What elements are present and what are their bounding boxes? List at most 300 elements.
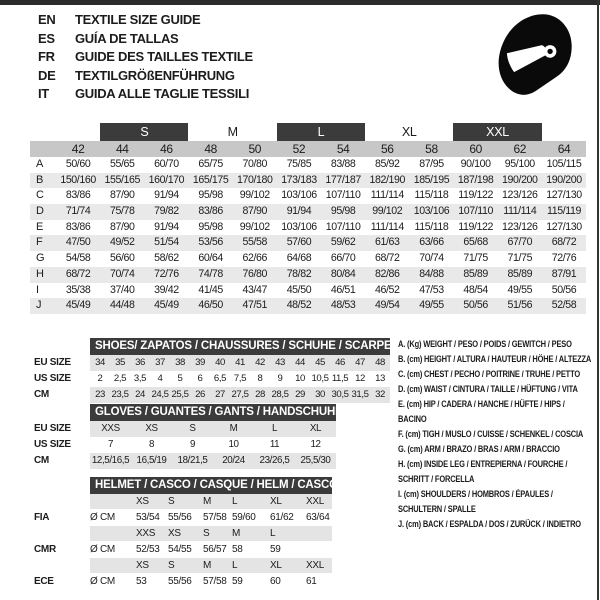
- value-cell: 6,5: [213, 373, 227, 384]
- size-value-cell: 49/52: [110, 236, 135, 249]
- value-cell: 27,5: [231, 389, 249, 400]
- value-cell: 34: [95, 357, 105, 368]
- shoes-table-title: SHOES/ ZAPATOS / CHAUSSURES / SCHUHE / SCARPE: [90, 338, 390, 355]
- shoes-table: [34, 338, 392, 403]
- size-value-cell: 115/118: [414, 189, 449, 202]
- size-value-cell: 76/80: [242, 267, 268, 280]
- value-cell: 24: [135, 389, 145, 400]
- size-row: [30, 173, 586, 189]
- unit-label: Ø CM: [90, 544, 115, 555]
- row-label: CM: [34, 389, 49, 400]
- legend-item: H. (cm) INSIDE LEG / ENTREPIERNA / FOURCHE / SCHRITT / FORCELLA: [398, 459, 568, 484]
- helmet-size-header: S: [168, 496, 175, 507]
- size-value-cell: 111/114: [503, 205, 537, 218]
- size-row-label: E: [36, 220, 44, 233]
- helmet-size-header: XXL: [306, 496, 325, 507]
- size-value-cell: 190/200: [546, 173, 582, 186]
- value-cell: 31,5: [351, 389, 369, 400]
- size-value-cell: 68/72: [65, 267, 91, 280]
- value-cell: 39: [195, 357, 205, 368]
- helmet-size-header: L: [270, 528, 276, 539]
- helmet-icon: [488, 4, 578, 106]
- value-cell: XS: [145, 423, 158, 434]
- size-value-cell: 74/78: [198, 267, 223, 280]
- unit-label: Ø CM: [90, 512, 115, 523]
- size-column-header: 54: [336, 142, 350, 156]
- size-value-cell: 72/76: [551, 252, 577, 265]
- language-code: FR: [38, 49, 55, 64]
- size-value-cell: 83/86: [65, 189, 91, 202]
- row-cells: [90, 421, 336, 437]
- helmet-size-header: XL: [270, 496, 282, 507]
- size-column-header: 46: [160, 142, 173, 156]
- size-value-cell: 71/75: [463, 252, 488, 265]
- size-value-cell: 95/98: [330, 205, 356, 218]
- size-value-cell: 41/45: [198, 283, 223, 296]
- language-row: [38, 11, 253, 30]
- size-value-cell: 115/119: [547, 205, 581, 218]
- size-value-cell: 80/84: [330, 267, 356, 280]
- size-value-cell: 62/66: [242, 252, 268, 265]
- size-value-cell: 82/86: [375, 267, 400, 280]
- value-cell: 8: [257, 373, 263, 384]
- size-value-cell: 51/56: [507, 299, 533, 312]
- size-row: [30, 298, 586, 314]
- empty-cell: [90, 526, 136, 541]
- language-row: [38, 85, 253, 104]
- value-cell: 32: [375, 389, 385, 400]
- size-value-cell: 49/55: [419, 299, 444, 312]
- value-cell: 4: [157, 373, 163, 384]
- legend-item: E. (cm) HIP / CADERA / HANCHE / HÜFTE / HIPS / BACINO: [398, 399, 565, 424]
- value-cell: 9: [277, 373, 283, 384]
- value-cell: 30: [315, 389, 325, 400]
- value-cell: 40: [215, 357, 225, 368]
- size-value-cell: 78/82: [286, 267, 312, 280]
- size-column-header: 52: [292, 142, 306, 156]
- language-row: [38, 67, 253, 86]
- value-cell: 30,5: [331, 389, 349, 400]
- guide-title: TEXTILGRÖßENFÜHRUNG: [75, 67, 235, 83]
- size-value-cell: 49/55: [507, 283, 533, 296]
- helmet-value-cell: 53/54: [136, 512, 160, 523]
- helmet-sizes-row: [90, 526, 332, 541]
- size-value-cell: 91/94: [286, 205, 312, 218]
- size-value-cell: 56/60: [110, 252, 135, 265]
- size-row: [30, 188, 586, 204]
- size-row-label: I: [36, 283, 40, 296]
- size-column-header: 58: [425, 142, 438, 156]
- value-cell: 13: [375, 373, 385, 384]
- size-value-cell: 85/89: [463, 267, 488, 280]
- size-group-spacer: [30, 123, 100, 141]
- row-cells: [90, 355, 390, 371]
- gloves-table: [34, 404, 395, 469]
- helmet-size-header: XS: [136, 560, 149, 571]
- value-cell: 25,5: [171, 389, 189, 400]
- gloves-rows: [34, 421, 336, 469]
- table-row: [34, 355, 390, 371]
- size-value-cell: 47/50: [65, 236, 91, 249]
- standard-label: FIA: [34, 512, 50, 523]
- size-value-cell: 48/54: [463, 283, 488, 296]
- helmet-size-header: XS: [168, 528, 181, 539]
- main-size-table: [30, 123, 586, 314]
- size-value-cell: 67/70: [507, 236, 533, 249]
- language-code: DE: [38, 67, 56, 83]
- size-value-cell: 177/187: [325, 173, 361, 186]
- value-cell: 6: [197, 373, 203, 384]
- size-value-cell: 72/76: [154, 267, 179, 280]
- size-row-label: C: [36, 189, 44, 202]
- size-value-cell: 50/56: [551, 283, 577, 296]
- size-value-cell: 187/198: [457, 173, 494, 186]
- helmet-size-header: S: [168, 560, 175, 571]
- size-value-cell: 155/165: [104, 173, 140, 186]
- helmet-size-header: M: [203, 496, 212, 507]
- size-row: [30, 267, 586, 283]
- legend-item: J. (cm) BACK / ESPALDA / DOS / ZURÜCK / INDIETRO: [398, 519, 581, 529]
- helmet-size-header: L: [232, 560, 238, 571]
- size-value-cell: 66/70: [330, 252, 356, 265]
- size-value-cell: 87/90: [242, 205, 268, 218]
- size-value-cell: 95/100: [504, 158, 535, 170]
- size-value-cell: 60/70: [154, 158, 179, 170]
- size-row: [30, 283, 586, 299]
- helmet-size-header: XS: [136, 496, 149, 507]
- size-value-cell: 170/180: [237, 173, 273, 186]
- helmet-value-cell: 59/60: [232, 512, 256, 523]
- row-label: US SIZE: [34, 439, 71, 450]
- size-value-cell: 85/92: [375, 158, 400, 170]
- legend-item: G. (cm) ARM / BRAZO / BRAS / ARM / BRACCIO: [398, 444, 560, 454]
- helmet-size-header: M: [232, 528, 241, 539]
- value-cell: S: [189, 423, 196, 434]
- helmet-value-cell: 63/64: [306, 512, 330, 523]
- guide-title: GUIDE DES TAILLES TEXTILE: [75, 49, 253, 64]
- helmet-table: [34, 477, 338, 590]
- size-value-cell: 46/51: [330, 283, 356, 296]
- size-value-cell: 103/106: [281, 189, 317, 202]
- size-row-label: J: [36, 299, 42, 312]
- helmet-values-row: [34, 573, 332, 590]
- helmet-value-cell: 61/62: [270, 512, 294, 523]
- size-value-cell: 87/95: [419, 158, 444, 170]
- size-value-cell: 49/54: [375, 299, 400, 312]
- size-row-label: D: [36, 205, 44, 218]
- row-label: CM: [34, 455, 49, 466]
- value-cell: 16,5/19: [136, 455, 167, 466]
- size-value-cell: 90/100: [460, 158, 491, 170]
- size-row-label: A: [36, 158, 44, 170]
- helmet-value-cell: 59: [270, 544, 281, 555]
- helmet-size-header: XL: [270, 560, 282, 571]
- helmet-value-cell: 58: [232, 544, 243, 555]
- size-value-cell: 51/54: [154, 236, 179, 249]
- size-column-header: 50: [248, 142, 262, 156]
- size-value-cell: 52/58: [551, 299, 577, 312]
- value-cell: 3,5: [133, 373, 147, 384]
- size-value-cell: 119/122: [458, 189, 493, 202]
- value-cell: 12: [310, 439, 321, 450]
- size-value-cell: 182/190: [369, 173, 406, 186]
- size-column-row: [30, 141, 586, 157]
- size-row: [30, 204, 586, 220]
- helmet-value-cell: 55/56: [168, 512, 192, 523]
- helmet-values-row: [34, 541, 332, 558]
- value-cell: 7: [107, 439, 114, 450]
- size-value-cell: 150/160: [60, 173, 96, 186]
- size-value-cell: 47/51: [242, 299, 268, 312]
- size-value-cell: 111/114: [370, 189, 404, 202]
- value-cell: 18/21,5: [177, 455, 208, 466]
- value-cell: 28: [255, 389, 265, 400]
- size-value-cell: 55/65: [110, 158, 135, 170]
- value-cell: 2: [97, 373, 103, 384]
- value-cell: 27: [215, 389, 225, 400]
- size-value-cell: 50/56: [463, 299, 488, 312]
- value-cell: 29: [295, 389, 305, 400]
- size-value-cell: 65/75: [198, 158, 223, 170]
- value-cell: 9: [189, 439, 196, 450]
- legend-item: F. (cm) TIGH / MUSLO / CUISSE / SCHENKEL / COSCIA: [398, 429, 584, 439]
- size-column-header: 56: [381, 142, 394, 156]
- guide-title: GUÍA DE TALLAS: [75, 30, 179, 46]
- size-value-cell: 115/118: [414, 220, 449, 233]
- standard-label: ECE: [34, 576, 54, 587]
- helmet-value-cell: 52/53: [136, 544, 160, 555]
- value-cell: 47: [355, 357, 365, 368]
- value-cell: 48: [375, 357, 385, 368]
- size-value-cell: 123/126: [502, 220, 538, 233]
- size-value-cell: 70/74: [419, 252, 444, 265]
- size-value-cell: 71/74: [65, 205, 91, 218]
- helmet-size-header: XXL: [306, 560, 325, 571]
- size-value-cell: 190/200: [502, 173, 538, 186]
- legend-item: A. (Kg) WEIGHT / PESO / POIDS / GEWITCH / PESO: [398, 339, 572, 349]
- value-cell: 41: [235, 357, 245, 368]
- size-value-cell: 85/89: [507, 267, 533, 280]
- size-value-cell: 48/52: [286, 299, 312, 312]
- helmet-sizes-row: [90, 558, 332, 573]
- size-value-cell: 107/110: [325, 220, 361, 233]
- size-value-cell: 54/58: [65, 252, 91, 265]
- size-value-cell: 79/82: [154, 205, 179, 218]
- value-cell: 43: [275, 357, 285, 368]
- table-row: [34, 437, 336, 453]
- size-value-cell: 83/86: [198, 205, 223, 218]
- helmet-value-cell: 57/58: [203, 512, 227, 523]
- size-value-cell: 84/88: [419, 267, 444, 280]
- value-cell: 26: [195, 389, 205, 400]
- value-cell: 23,5: [111, 389, 129, 400]
- value-cell: 28,5: [271, 389, 289, 400]
- value-cell: 23/26,5: [259, 455, 290, 466]
- size-value-cell: 83/86: [65, 220, 91, 233]
- value-cell: L: [271, 423, 278, 434]
- measurement-legend: [398, 337, 600, 532]
- size-row-label: B: [36, 173, 44, 186]
- helmet-rows: [34, 494, 332, 590]
- legend-item: B. (cm) HEIGHT / ALTURA / HAUTEUR / HÖHE / ALTEZZA: [398, 354, 592, 364]
- size-value-cell: 53/56: [198, 236, 223, 249]
- size-value-cell: 75/85: [286, 158, 312, 170]
- size-value-cell: 87/90: [110, 220, 135, 233]
- standard-label: CMR: [34, 544, 56, 555]
- table-row: [34, 387, 390, 403]
- value-cell: 42: [255, 357, 265, 368]
- value-cell: 45: [315, 357, 325, 368]
- size-value-cell: 103/106: [413, 205, 450, 218]
- size-value-cell: 165/175: [192, 173, 229, 186]
- size-value-cell: 70/80: [242, 158, 268, 170]
- value-cell: 36: [135, 357, 145, 368]
- size-value-cell: 43/47: [242, 283, 268, 296]
- value-cell: 20/24: [222, 455, 245, 466]
- helmet-value-cell: 59: [232, 576, 243, 587]
- size-value-cell: 48/53: [330, 299, 356, 312]
- guide-title: TEXTILE SIZE GUIDE: [75, 12, 201, 27]
- helmet-values-row: [34, 509, 332, 526]
- size-value-cell: 105/115: [546, 158, 582, 170]
- size-value-cell: 127/130: [546, 220, 582, 233]
- size-value-cell: 99/102: [372, 205, 403, 218]
- table-row: [34, 421, 336, 437]
- language-code: ES: [38, 30, 55, 46]
- size-column-header: 60: [469, 142, 482, 156]
- value-cell: 44: [295, 357, 305, 368]
- size-value-cell: 103/106: [281, 220, 317, 233]
- size-value-cell: 87/91: [551, 267, 577, 280]
- size-value-cell: 60/64: [198, 252, 223, 265]
- size-value-cell: 46/52: [375, 283, 400, 296]
- size-value-cell: 64/68: [286, 252, 312, 265]
- value-cell: 7,5: [233, 373, 247, 384]
- legend-item: C. (cm) CHEST / PECHO / POITRINE / TRUHE / PETTO: [398, 369, 580, 379]
- size-value-cell: 91/94: [154, 220, 179, 233]
- size-value-cell: 63/66: [419, 236, 444, 249]
- helmet-value-cell: 56/57: [203, 544, 227, 555]
- size-row: [30, 157, 586, 173]
- helmet-value-cell: 60: [270, 576, 281, 587]
- row-cells: [90, 387, 390, 403]
- size-group-header: XXL: [453, 123, 541, 141]
- shoes-rows: [34, 355, 390, 403]
- size-value-cell: 70/74: [110, 267, 135, 280]
- size-column-spacer: [30, 141, 56, 157]
- size-value-cell: 95/98: [198, 220, 223, 233]
- value-cell: 37: [155, 357, 165, 368]
- language-code: EN: [38, 12, 56, 27]
- language-row: [38, 30, 253, 49]
- value-cell: 46: [335, 357, 345, 368]
- helmet-sizes-row: [90, 494, 332, 509]
- value-cell: 12: [355, 373, 365, 384]
- value-cell: 35: [115, 357, 125, 368]
- helmet-size-header: L: [232, 496, 238, 507]
- size-value-cell: 68/72: [551, 236, 577, 249]
- size-column-header: 44: [115, 142, 129, 156]
- size-row: [30, 220, 586, 236]
- size-row-label: G: [36, 252, 45, 265]
- size-column-header: 64: [557, 142, 571, 156]
- size-value-cell: 119/122: [458, 220, 493, 233]
- value-cell: XL: [309, 423, 322, 434]
- helmet-value-cell: 61: [306, 576, 317, 587]
- size-value-cell: 46/50: [198, 299, 223, 312]
- value-cell: 2,5: [113, 373, 127, 384]
- value-cell: 11: [269, 439, 280, 450]
- size-group-row: [30, 123, 586, 141]
- size-value-cell: 173/183: [281, 173, 317, 186]
- size-value-cell: 87/90: [110, 189, 135, 202]
- row-label: EU SIZE: [34, 423, 71, 434]
- size-value-cell: 71/75: [507, 252, 533, 265]
- size-value-cell: 95/98: [198, 189, 223, 202]
- size-group-header: S: [100, 123, 188, 141]
- size-row-label: H: [36, 267, 44, 280]
- size-value-cell: 37/40: [110, 283, 135, 296]
- size-value-cell: 99/102: [239, 220, 270, 233]
- helmet-size-header: S: [203, 528, 210, 539]
- size-value-cell: 111/114: [370, 220, 404, 233]
- size-value-cell: 39/42: [154, 283, 179, 296]
- size-group-header: L: [277, 123, 365, 141]
- size-value-cell: 127/130: [546, 189, 582, 202]
- language-title-list: [38, 11, 253, 104]
- value-cell: 5: [177, 373, 183, 384]
- legend-item: I. (cm) SHOULDERS / HOMBROS / ÉPAULES / SCHULTERN / SPALLE: [398, 489, 553, 514]
- unit-label: Ø CM: [90, 576, 115, 587]
- row-label: US SIZE: [34, 373, 71, 384]
- empty-cell: [90, 558, 136, 573]
- gloves-table-title: GLOVES / GUANTES / GANTS / HANDSCHUHE / GUANTI: [90, 404, 336, 421]
- size-group-spacer: [542, 123, 586, 141]
- value-cell: 38: [175, 357, 185, 368]
- size-value-cell: 45/49: [65, 299, 91, 312]
- size-value-cell: 45/50: [286, 283, 312, 296]
- size-column-header: 42: [71, 142, 85, 156]
- size-group-header: M: [227, 125, 238, 139]
- size-row: [30, 235, 586, 251]
- size-value-cell: 61/63: [375, 236, 400, 249]
- table-row: [34, 371, 390, 387]
- value-cell: 24,5: [151, 389, 169, 400]
- size-value-cell: 91/94: [154, 189, 179, 202]
- value-cell: 10,5: [311, 373, 329, 384]
- helmet-size-header: M: [203, 560, 212, 571]
- size-value-cell: 75/78: [110, 205, 135, 218]
- size-value-cell: 57/60: [286, 236, 312, 249]
- value-cell: 11,5: [331, 373, 349, 384]
- size-value-cell: 50/60: [65, 158, 91, 170]
- value-cell: XXS: [101, 423, 120, 434]
- legend-item: D. (cm) WAIST / CINTURA / TAILLE / HÜFTUNG / VITA: [398, 384, 578, 394]
- size-value-cell: 123/126: [502, 189, 538, 202]
- guide-title: GUIDA ALLE TAGLIE TESSILI: [75, 86, 250, 101]
- size-value-cell: 107/110: [458, 205, 493, 218]
- size-value-cell: 47/53: [419, 283, 444, 296]
- size-value-cell: 185/195: [413, 173, 450, 186]
- size-value-cell: 45/49: [154, 299, 179, 312]
- row-cells: [90, 371, 390, 387]
- empty-cell: [90, 494, 136, 509]
- size-group-header: XL: [401, 125, 417, 139]
- size-column-header: 62: [513, 142, 527, 156]
- value-cell: M: [229, 423, 238, 434]
- helmet-value-cell: 54/55: [168, 544, 192, 555]
- size-value-cell: 107/110: [325, 189, 361, 202]
